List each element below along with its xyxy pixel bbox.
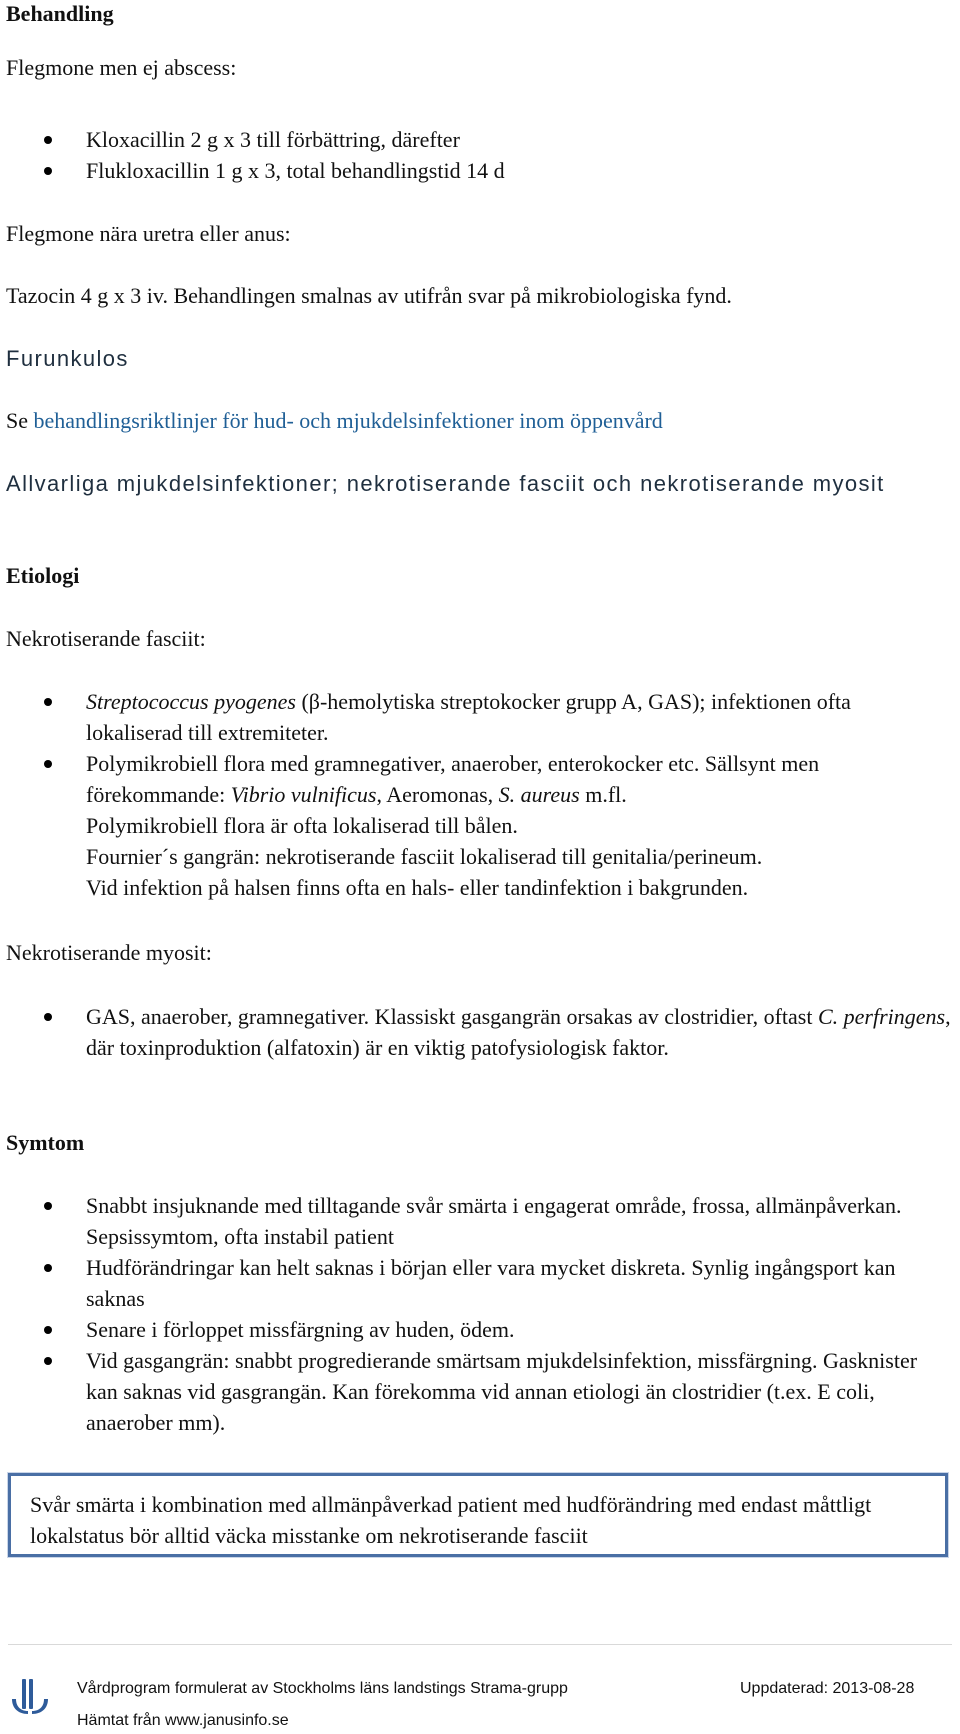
sll-logo-icon [8, 1675, 52, 1715]
list-item: Flukloxacillin 1 g x 3, total behandlingstid 14 d [0, 155, 960, 186]
tazocin-text: Tazocin 4 g x 3 iv. Behandlingen smalnas av utifrån svar på mikrobiologiska fynd. [6, 283, 732, 308]
furunkulos-guidelines-link[interactable]: behandlingsriktlinjer för hud- och mjukdelsinfektioner inom öppenvård [33, 408, 663, 433]
fasciit-list [0, 686, 900, 903]
bullet-icon [44, 136, 52, 144]
myosit-label: Nekrotiserande myosit: [6, 940, 212, 965]
footer-updated-date: Uppdaterad: 2013-08-28 [740, 1680, 915, 1697]
bullet-icon [44, 698, 52, 706]
heading-allvarliga: Allvarliga mjukdelsinfektioner; nekrotiserande fasciit och nekrotiserande myosit [6, 471, 885, 496]
footer-source-link[interactable]: Hämtat från www.janusinfo.se [77, 1712, 289, 1729]
list-item: Kloxacillin 2 g x 3 till förbättring, därefter [0, 124, 960, 155]
myosit-list [0, 1001, 956, 1063]
bullet-icon [44, 1013, 52, 1021]
heading-symtom: Symtom [6, 1130, 85, 1155]
list-item: Snabbt insjuknande med tilltagande svår smärta i engagerat område, frossa, allmänpåverkan. Sepsissymtom, ofta instabil patient [0, 1190, 950, 1252]
bullet-icon [44, 1326, 52, 1334]
heading-behandling: Behandling [6, 1, 114, 26]
bullet-icon [44, 760, 52, 768]
list-item: Polymikrobiell flora med gramnegativer, anaerober, enterokocker etc. Sällsynt men förekommande: Vibrio vulnificus, Aeromonas, S. aureus m.fl. Polymikrobiell flora är ofta lokaliserad till bålen. Fournier´s gangrän: nekrotiserande fasciit lokaliserad till genitalia/perineum. Vid infektion på halsen finns ofta en hals- eller tandinfektion i bakgrunden. [0, 748, 900, 903]
list-item: Senare i förloppet missfärgning av huden, ödem. [0, 1314, 950, 1345]
heading-furunkulos: Furunkulos [6, 346, 129, 371]
footer-program-text: Vårdprogram formulerat av Stockholms läns landstings Strama-grupp [77, 1680, 568, 1697]
list-item: Hudförändringar kan helt saknas i början eller vara mycket diskreta. Synlig ingångsport kan saknas [0, 1252, 950, 1314]
flegmone-list [0, 124, 960, 186]
list-item: GAS, anaerober, gramnegativer. Klassiskt gasgangrän orsakas av clostridier, oftast C. perfringens, där toxinproduktion (alfatoxin) är en viktig patofysiologisk faktor. [0, 1001, 956, 1063]
footer-divider [8, 1644, 952, 1645]
list-item: Vid gasgangrän: snabbt progredierande smärtsam mjukdelsinfektion, missfärgning. Gasknister kan saknas vid gasgrangän. Kan förekomma vid annan etiologi än clostridier (t.ex. E coli, anaerober mm). [0, 1345, 950, 1438]
warning-callout [8, 1473, 948, 1557]
list-item: Streptococcus pyogenes (β-hemolytiska streptokocker grupp A, GAS); infektionen ofta lokaliserad till extremiteter. [0, 686, 900, 748]
symtom-list [0, 1190, 950, 1438]
flegmone-label: Flegmone men ej abscess: [6, 55, 237, 80]
furunkulos-text: Se behandlingsriktlinjer för hud- och mjukdelsinfektioner inom öppenvård [6, 408, 663, 433]
bullet-icon [44, 167, 52, 175]
bullet-icon [44, 1202, 52, 1210]
callout-text: Svår smärta i kombination med allmänpåverkad patient med hudförändring med endast måttligt lokalstatus bör alltid väcka misstanke om nekrotiserande fasciit [30, 1492, 872, 1548]
bullet-icon [44, 1357, 52, 1365]
fasciit-label: Nekrotiserande fasciit: [6, 626, 206, 651]
heading-etiologi: Etiologi [6, 563, 80, 588]
uretra-label: Flegmone nära uretra eller anus: [6, 221, 291, 246]
bullet-icon [44, 1264, 52, 1272]
